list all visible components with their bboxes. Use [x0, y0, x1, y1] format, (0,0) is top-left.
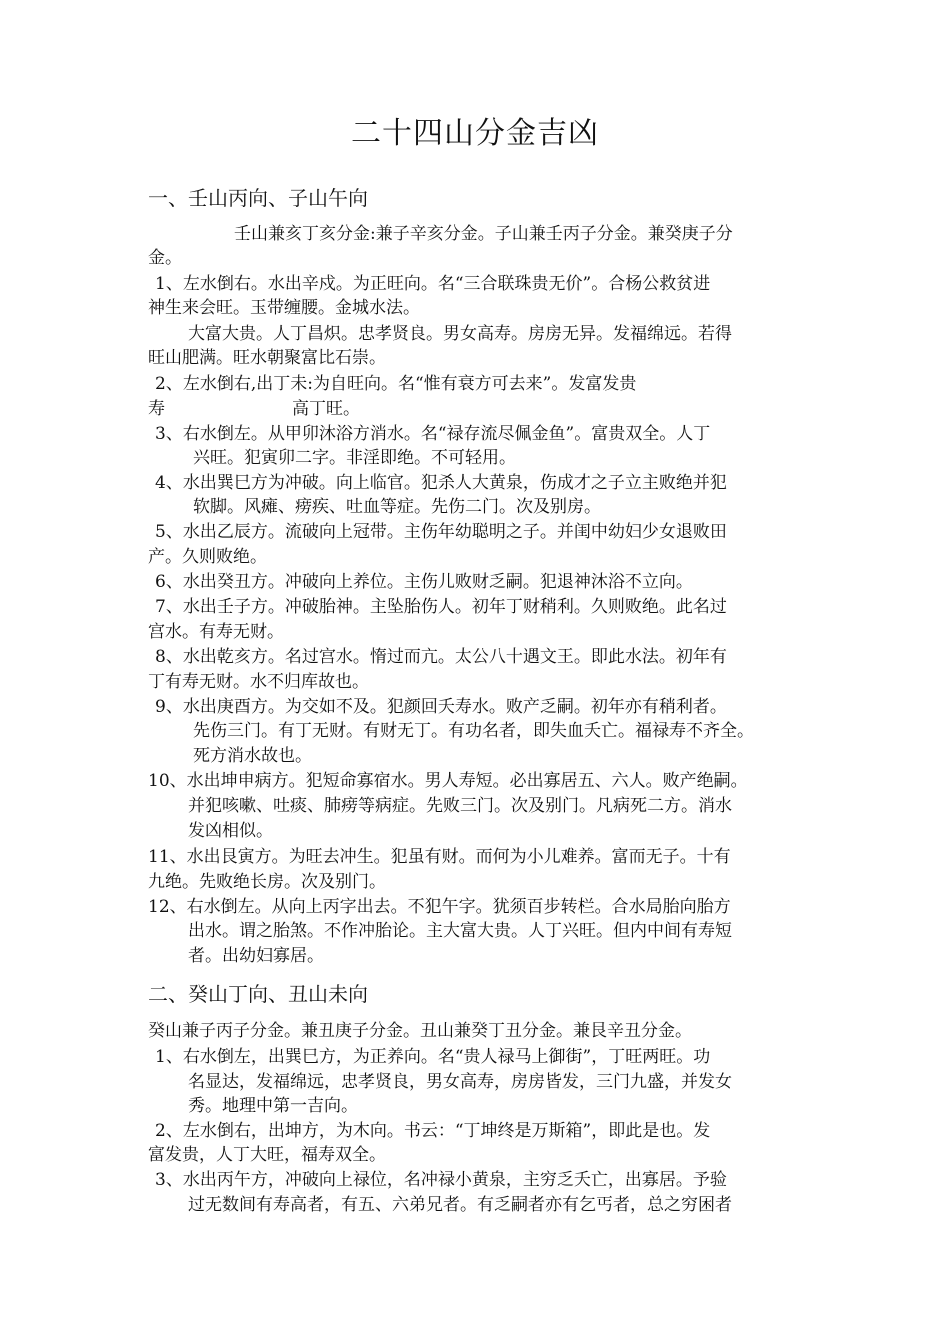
list-item-3: 3、水出丙午方，冲破向上禄位，名冲禄小黄泉，主穷乏夭亡，出寡居。予验: [155, 1170, 727, 1190]
text-line: 死方消水故也。: [193, 746, 312, 766]
section-heading-2: 二、癸山丁向、丑山未向: [148, 982, 368, 1006]
list-item-6: 6、水出癸丑方。冲破向上养位。主伤儿败财乏嗣。犯退神沐浴不立向。: [155, 572, 693, 592]
text-line: 者。出幼妇寡居。: [188, 946, 324, 966]
text-line: 名显达，发福绵远，忠孝贤良，男女高寿，房房皆发，三门九盛，并发女: [188, 1072, 732, 1092]
text-line: 并犯咳嗽、吐痰、肺痨等病症。先败三门。次及别门。凡病死二方。消水: [188, 796, 732, 816]
list-item-5: 5、水出乙辰方。流破向上冠带。主伤年幼聪明之子。并闺中幼妇少女退败田: [155, 522, 727, 542]
list-item-2: 2、左水倒右，出坤方，为木向。书云：“丁坤终是万斯箱”，即此是也。发: [155, 1121, 711, 1141]
text-line: 寿: [148, 399, 165, 419]
list-item-12: 12、右水倒左。从向上丙字出去。不犯午字。犹须百步转栏。合水局胎向胎方: [148, 897, 731, 917]
text-line: 癸山兼子丙子分金。兼丑庚子分金。丑山兼癸丁丑分金。兼艮辛丑分金。: [148, 1021, 692, 1041]
text-line: 出水。谓之胎煞。不作冲胎论。主大富大贵。人丁兴旺。但内中间有寿短: [188, 921, 732, 941]
list-item-1: 1、左水倒右。水出辛戍。为正旺向。名“三合联珠贵无价”。合杨公救贫进: [155, 274, 711, 294]
text-line: 旺山肥满。旺水朝聚富比石崇。: [148, 348, 386, 368]
text-line: 丁有寿无财。水不归库故也。: [148, 672, 369, 692]
section-heading-1: 一、壬山丙向、子山午向: [148, 186, 368, 210]
list-item-4: 4、水出巽巳方为冲破。向上临官。犯杀人大黄泉，伤成才之子立主败绝并犯: [155, 473, 727, 493]
text-line: 富发贵，人丁大旺，福寿双全。: [148, 1145, 386, 1165]
list-item-11: 11、水出艮寅方。为旺去冲生。犯虽有财。而何为小儿难养。富而无子。十有: [148, 847, 731, 867]
list-item-10: 10、水出坤申病方。犯短命寡宿水。男人寿短。必出寡居五、六人。败产绝嗣。: [148, 771, 748, 791]
list-item-8: 8、水出乾亥方。名过宫水。惰过而亢。太公八十遇文王。即此水法。初年有: [155, 647, 727, 667]
text-line: 兴旺。犯寅卯二字。非淫即绝。不可轻用。: [193, 448, 516, 468]
list-item-9: 9、水出庚酉方。为交如不及。犯颜回夭寿水。败产乏嗣。初年亦有稍利者。: [155, 697, 727, 717]
text-line: 先伤三门。有丁无财。有财无丁。有功名者，即失血夭亡。福禄寿不齐全。: [193, 721, 754, 741]
text-line: 金。: [148, 248, 182, 268]
list-item-3: 3、右水倒左。从甲卯沐浴方消水。名“禄存流尽佩金鱼”。富贵双全。人丁: [155, 424, 711, 444]
text-line: 发凶相似。: [188, 821, 273, 841]
list-item-7: 7、水出壬子方。冲破胎神。主坠胎伤人。初年丁财稍利。久则败绝。此名过: [155, 597, 727, 617]
text-line: 过无数间有寿高者，有五、六弟兄者。有乏嗣者亦有乞丐者，总之穷困者: [188, 1195, 732, 1215]
list-item-2: 2、左水倒右,出丁未:为自旺向。名“惟有衰方可去来”。发富发贵: [155, 374, 637, 394]
list-item-1: 1、右水倒左，出巽巳方，为正养向。名“贵人禄马上御街”，丁旺两旺。功: [155, 1047, 711, 1067]
page-title: 二十四山分金吉凶: [351, 116, 599, 151]
text-line: 大富大贵。人丁昌炽。忠孝贤良。男女高寿。房房无异。发福绵远。若得: [188, 324, 732, 344]
text-line: 高丁旺。: [292, 399, 360, 419]
text-line: 宫水。有寿无财。: [148, 622, 284, 642]
text-line: 神生来会旺。玉带缠腰。金城水法。: [148, 298, 420, 318]
text-line: 产。久则败绝。: [148, 547, 267, 567]
text-line: 壬山兼亥丁亥分金:兼子辛亥分金。子山兼壬丙子分金。兼癸庚子分: [234, 224, 733, 244]
text-line: 软脚。风瘫、痨疾、吐血等症。先伤二门。次及别房。: [193, 497, 601, 517]
text-line: 秀。地理中第一吉向。: [188, 1096, 358, 1116]
text-line: 九绝。先败绝长房。次及别门。: [148, 872, 386, 892]
